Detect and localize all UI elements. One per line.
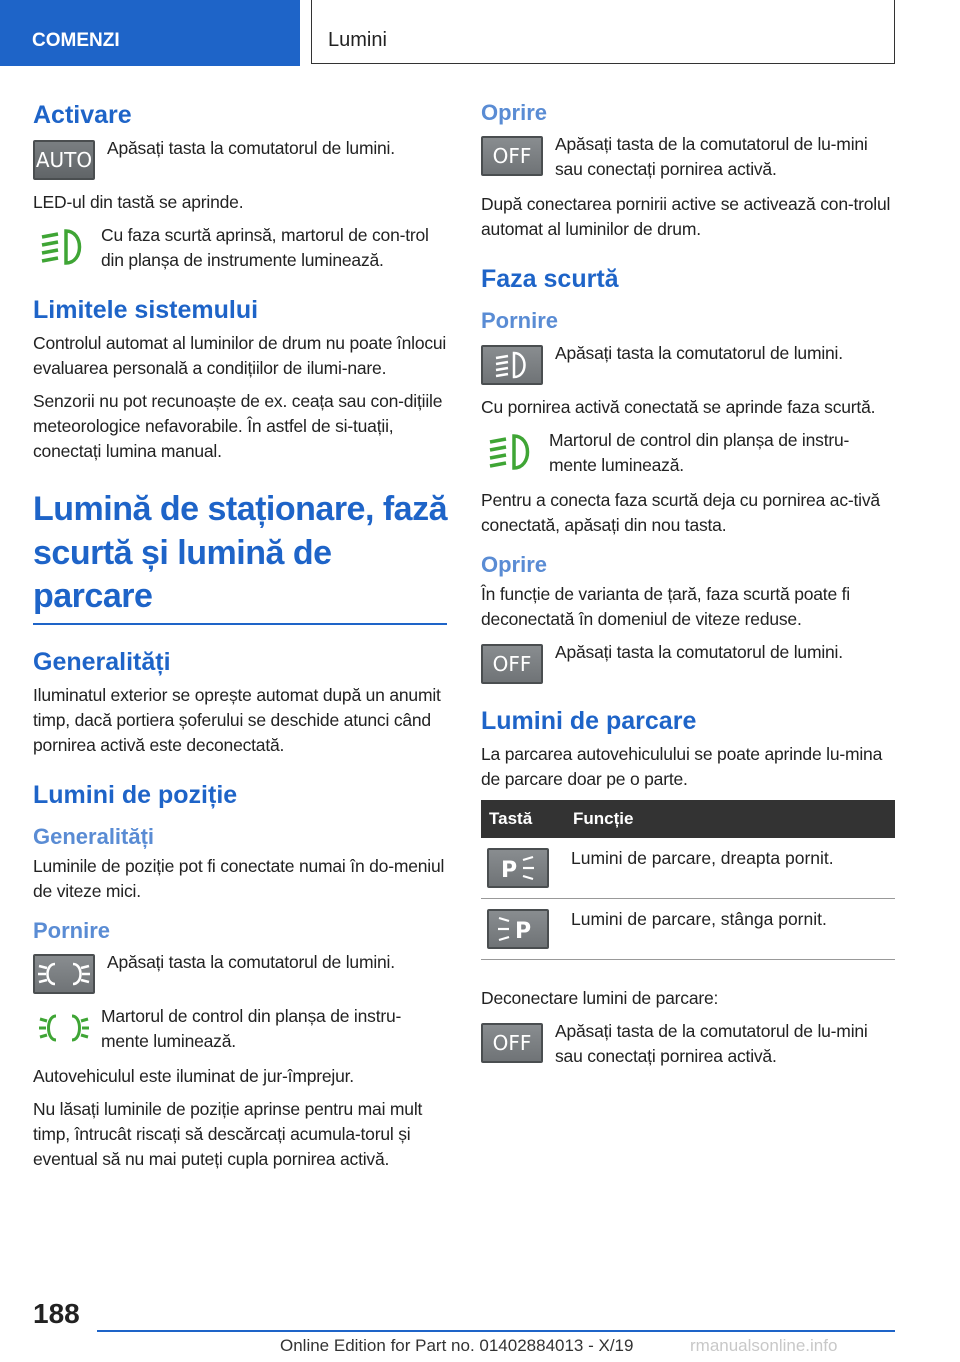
- subheading-faza-pornire: Pornire: [481, 308, 559, 334]
- table-row: [481, 899, 895, 960]
- page-header: [0, 0, 960, 66]
- low-beam-indicator-row-2: [481, 428, 895, 478]
- page-number: 188: [33, 1298, 80, 1329]
- deconectare-text: Deconectare lumini de parcare:: [481, 988, 719, 1009]
- off-button-icon: OFF: [481, 136, 543, 176]
- table-row: [481, 838, 895, 899]
- right-column: [481, 100, 895, 1079]
- auto-button-icon: AUTO: [33, 140, 95, 180]
- off-button-row-2: [481, 640, 895, 684]
- off-button-icon-3: OFF: [481, 1023, 543, 1063]
- table-cell-function: Lumini de parcare, stânga pornit.: [565, 899, 895, 960]
- off-button-desc: Apăsați tasta de la comutatorul de lu-mini sau conectați pornirea activă.: [555, 134, 868, 180]
- parking-light-button-icon: [33, 954, 95, 994]
- heading-activare: Activare: [33, 101, 132, 129]
- heading-faza-scurta: Faza scurtă: [481, 265, 619, 294]
- svg-text:P: P: [501, 858, 518, 884]
- oprire-p: După conectarea pornirii active se activează con-trolul automat al luminilor de drum.: [481, 194, 891, 240]
- low-beam-indicator-row: [33, 223, 447, 273]
- faza-p3: În funcție de varianta de țară, faza scurtă poate fi deconectată în domeniul de viteze reduse.: [481, 584, 850, 630]
- heading-pozitie: Lumini de poziție: [33, 780, 238, 809]
- auto-button-desc: Apăsați tasta la comutatorul de lumini.: [107, 138, 395, 158]
- pozitie-p2: Nu lăsați luminile de poziție aprinse pentru mai mult timp, întrucât riscați să descărcați acumula-torul și eventual să nu mai puteți cupla pornirea activă.: [33, 1099, 423, 1170]
- limite-p2: Senzorii nu pot recunoaște de ex. ceața sau con-dițiile meteorologice nefavorabile. În astfel de si-tuații, conectați lumina manual.: [33, 391, 443, 461]
- table-header-function: Funcție: [565, 800, 895, 838]
- left-column: [33, 100, 447, 1180]
- parking-right-button-icon: [487, 848, 549, 888]
- parking-left-button-icon: [487, 909, 549, 949]
- footer-rule: [97, 1330, 895, 1332]
- section-tab: COMENZI: [0, 0, 300, 66]
- parking-light-indicator-icon: [33, 1004, 95, 1052]
- low-beam-button-desc: Apăsați tasta la comutatorul de lumini.: [555, 342, 843, 363]
- parking-light-table: [481, 800, 895, 960]
- table-header-key: Tastă: [481, 800, 565, 838]
- led-text: LED-ul din tastă se aprinde.: [33, 192, 244, 212]
- pozitie-p1: Autovehiculul este iluminat de jur-împrejur.: [33, 1066, 354, 1087]
- svg-text:P: P: [515, 919, 532, 945]
- parking-light-indicator-desc: Martorul de control din planșa de instru-mente luminează.: [101, 1006, 402, 1052]
- heading-parcare: Lumini de parcare: [481, 707, 697, 736]
- faza-p2: Pentru a conecta faza scurtă deja cu pornirea ac-tivă conectată, apăsați din nou tasta.: [481, 489, 880, 535]
- off-button-row: [481, 132, 895, 182]
- limite-p1: Controlul automat al luminilor de drum nu poate înlocui evaluarea personală a condițiilor de ilumi-nare.: [33, 333, 447, 378]
- main-heading: Lumină de staționare, fază scurtă și lumină de parcare: [33, 488, 447, 625]
- pozitie-general-p: Luminile de poziție pot fi conectate numai în do-meniul de viteze mici.: [33, 855, 445, 901]
- table-cell-function: Lumini de parcare, dreapta pornit.: [565, 838, 895, 899]
- auto-button-row: [33, 136, 447, 180]
- low-beam-indicator-desc: Cu faza scurtă aprinsă, martorul de con-trol din planșa de instrumente luminează.: [101, 225, 429, 270]
- low-beam-indicator-icon: [33, 223, 95, 271]
- low-beam-button-icon: [481, 345, 543, 385]
- low-beam-button-row: [481, 341, 895, 385]
- faza-p1: Cu pornirea activă conectată se aprinde faza scurtă.: [481, 396, 876, 417]
- heading-generalitati: Generalități: [33, 647, 171, 676]
- parking-light-button-row: [33, 950, 447, 994]
- edition-text: Online Edition for Part no. 01402884013 - X/19: [280, 1336, 634, 1355]
- parcare-p: La parcarea autovehiculului se poate aprinde lu-mina de parcare doar pe o parte.: [481, 744, 883, 790]
- off-button-desc-2: Apăsați tasta la comutatorul de lumini.: [555, 642, 843, 663]
- subheading-pozitie-generalitati: Generalități: [33, 823, 155, 849]
- subheading-faza-oprire: Oprire: [481, 551, 548, 577]
- parking-light-indicator-row: [33, 1004, 447, 1054]
- off-button-desc-3: Apăsați tasta de la comutatorul de lu-mini sau conectați pornirea activă.: [555, 1021, 868, 1067]
- low-beam-indicator-icon-2: [481, 428, 543, 476]
- subheading-oprire: Oprire: [481, 100, 548, 125]
- watermark: rmanualsonline.info: [690, 1336, 838, 1355]
- parking-light-button-desc: Apăsați tasta la comutatorul de lumini.: [107, 952, 395, 973]
- chapter-title: Lumini: [311, 0, 895, 64]
- low-beam-indicator-desc-2: Martorul de control din planșa de instru-mente luminează.: [549, 429, 850, 475]
- table-header-row: [481, 800, 895, 838]
- subheading-pozitie-pornire: Pornire: [33, 917, 111, 943]
- off-button-icon-2: OFF: [481, 644, 543, 684]
- off-button-row-3: [481, 1019, 895, 1069]
- heading-limite: Limitele sistemului: [33, 296, 259, 324]
- generalitati-p: Iluminatul exterior se oprește automat după un anumit timp, dacă portiera șoferului se deschide atunci când pornirea activă este deconectată.: [33, 684, 441, 755]
